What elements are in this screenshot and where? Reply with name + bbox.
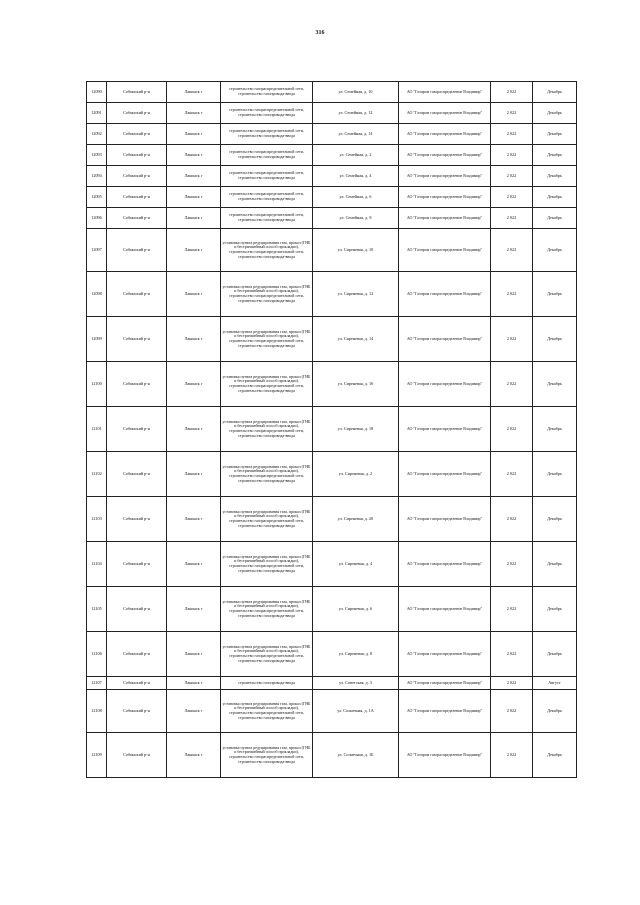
work-type-cell: установка пункта редуцирования газа, прокол (ГНБ и бестраншейный способ прокладки), строительство газораспределительной сети, строительство газопровода-ввода (221, 733, 313, 778)
settlement-cell: Лакинск г (167, 690, 221, 733)
address-cell: ул. Семейная, д. 4 (313, 166, 399, 187)
row-number: 12094 (87, 166, 107, 187)
table-row (87, 208, 577, 229)
table-row (87, 272, 577, 317)
table-row (87, 187, 577, 208)
organization-cell: АО "Газпром газораспределение Владимир" (399, 362, 491, 407)
year-cell: 2 022 (491, 587, 533, 632)
organization-cell: АО "Газпром газораспределение Владимир" (399, 145, 491, 166)
district-cell: Собинский р-н (107, 362, 167, 407)
month-cell: Декабрь (533, 362, 577, 407)
table-row (87, 229, 577, 272)
work-type-cell: установка пункта редуцирования газа, прокол (ГНБ и бестраншейный способ прокладки), строительство газораспределительной сети, строительство газопровода-ввода (221, 317, 313, 362)
month-cell: Декабрь (533, 124, 577, 145)
settlement-cell: Лакинск г (167, 145, 221, 166)
table-row (87, 362, 577, 407)
table-row (87, 407, 577, 452)
month-cell: Декабрь (533, 229, 577, 272)
settlement-cell: Лакинск г (167, 542, 221, 587)
district-cell: Собинский р-н (107, 187, 167, 208)
district-cell: Собинский р-н (107, 690, 167, 733)
settlement-cell: Лакинск г (167, 103, 221, 124)
month-cell: Декабрь (533, 733, 577, 778)
table-row (87, 587, 577, 632)
address-cell: ул. Солнечная, д. 1А (313, 690, 399, 733)
settlement-cell: Лакинск г (167, 229, 221, 272)
year-cell: 2 022 (491, 82, 533, 103)
year-cell: 2 022 (491, 452, 533, 497)
address-cell: ул. Сиреневая, д. 16 (313, 362, 399, 407)
district-cell: Собинский р-н (107, 272, 167, 317)
table-row (87, 145, 577, 166)
table-row (87, 497, 577, 542)
table-row (87, 733, 577, 778)
month-cell: Август (533, 677, 577, 690)
district-cell: Собинский р-н (107, 166, 167, 187)
page-number: 316 (315, 30, 325, 36)
organization-cell: АО "Газпром газораспределение Владимир" (399, 677, 491, 690)
district-cell: Собинский р-н (107, 229, 167, 272)
year-cell: 2 022 (491, 187, 533, 208)
row-number: 12096 (87, 208, 107, 229)
organization-cell: АО "Газпром газораспределение Владимир" (399, 587, 491, 632)
month-cell: Декабрь (533, 166, 577, 187)
district-cell: Собинский р-н (107, 733, 167, 778)
organization-cell: АО "Газпром газораспределение Владимир" (399, 208, 491, 229)
address-cell: ул. Сиреневая, д. 6 (313, 587, 399, 632)
row-number: 12103 (87, 497, 107, 542)
year-cell: 2 022 (491, 103, 533, 124)
table-row (87, 103, 577, 124)
settlement-cell: Лакинск г (167, 317, 221, 362)
table-row (87, 166, 577, 187)
month-cell: Декабрь (533, 587, 577, 632)
row-number: 12100 (87, 362, 107, 407)
year-cell: 2 022 (491, 145, 533, 166)
year-cell: 2 022 (491, 542, 533, 587)
table-row (87, 632, 577, 677)
year-cell: 2 022 (491, 272, 533, 317)
address-cell: ул. Семейная, д. 6 (313, 187, 399, 208)
month-cell: Декабрь (533, 317, 577, 362)
table-row (87, 452, 577, 497)
row-number: 12091 (87, 103, 107, 124)
settlement-cell: Лакинск г (167, 82, 221, 103)
settlement-cell: Лакинск г (167, 208, 221, 229)
month-cell: Декабрь (533, 103, 577, 124)
row-number: 12090 (87, 82, 107, 103)
settlement-cell: Лакинск г (167, 587, 221, 632)
organization-cell: АО "Газпром газораспределение Владимир" (399, 103, 491, 124)
month-cell: Декабрь (533, 690, 577, 733)
settlement-cell: Лакинск г (167, 362, 221, 407)
work-type-cell: установка пункта редуцирования газа, прокол (ГНБ и бестраншейный способ прокладки), строительство газораспределительной сети, строительство газопровода-ввода (221, 632, 313, 677)
address-cell: ул. Сиреневая, д. 18 (313, 407, 399, 452)
address-cell: ул. Семейная, д. 8 (313, 208, 399, 229)
district-cell: Собинский р-н (107, 677, 167, 690)
work-type-cell: установка пункта редуцирования газа, прокол (ГНБ и бестраншейный способ прокладки), строительство газораспределительной сети, строительство газопровода-ввода (221, 497, 313, 542)
address-cell: ул. Семейная, д. 10 (313, 82, 399, 103)
district-cell: Собинский р-н (107, 542, 167, 587)
organization-cell: АО "Газпром газораспределение Владимир" (399, 407, 491, 452)
address-cell: ул. Сиреневая, д. 10 (313, 229, 399, 272)
table-row (87, 542, 577, 587)
row-number: 12092 (87, 124, 107, 145)
month-cell: Декабрь (533, 542, 577, 587)
month-cell: Декабрь (533, 272, 577, 317)
work-type-cell: строительство газораспределительной сети, строительство газопровода-ввода (221, 208, 313, 229)
month-cell: Декабрь (533, 187, 577, 208)
row-number: 12105 (87, 587, 107, 632)
row-number: 12102 (87, 452, 107, 497)
month-cell: Декабрь (533, 407, 577, 452)
row-number: 12097 (87, 229, 107, 272)
year-cell: 2 022 (491, 632, 533, 677)
work-type-cell: строительство газопровода-ввода (221, 677, 313, 690)
work-type-cell: установка пункта редуцирования газа, прокол (ГНБ и бестраншейный способ прокладки), строительство газораспределительной сети, строительство газопровода-ввода (221, 229, 313, 272)
year-cell: 2 022 (491, 733, 533, 778)
year-cell: 2 022 (491, 166, 533, 187)
work-type-cell: установка пункта редуцирования газа, прокол (ГНБ и бестраншейный способ прокладки), строительство газораспределительной сети, строительство газопровода-ввода (221, 362, 313, 407)
work-type-cell: установка пункта редуцирования газа, прокол (ГНБ и бестраншейный способ прокладки), строительство газораспределительной сети, строительство газопровода-ввода (221, 690, 313, 733)
row-number: 12107 (87, 677, 107, 690)
row-number: 12101 (87, 407, 107, 452)
district-cell: Собинский р-н (107, 587, 167, 632)
organization-cell: АО "Газпром газораспределение Владимир" (399, 187, 491, 208)
address-cell: ул. Сиреневая, д. 4 (313, 542, 399, 587)
work-type-cell: установка пункта редуцирования газа, прокол (ГНБ и бестраншейный способ прокладки), строительство газораспределительной сети, строительство газопровода-ввода (221, 542, 313, 587)
work-type-cell: установка пункта редуцирования газа, прокол (ГНБ и бестраншейный способ прокладки), строительство газораспределительной сети, строительство газопровода-ввода (221, 407, 313, 452)
organization-cell: АО "Газпром газораспределение Владимир" (399, 452, 491, 497)
address-cell: ул. Сиреневая, д. 12 (313, 272, 399, 317)
settlement-cell: Лакинск г (167, 166, 221, 187)
table-body (87, 82, 577, 778)
organization-cell: АО "Газпром газораспределение Владимир" (399, 229, 491, 272)
settlement-cell: Лакинск г (167, 272, 221, 317)
organization-cell: АО "Газпром газораспределение Владимир" (399, 82, 491, 103)
table-row (87, 677, 577, 690)
organization-cell: АО "Газпром газораспределение Владимир" (399, 690, 491, 733)
address-cell: ул. Сиреневая, д. 14 (313, 317, 399, 362)
year-cell: 2 022 (491, 497, 533, 542)
year-cell: 2 022 (491, 677, 533, 690)
row-number: 12106 (87, 632, 107, 677)
table-row (87, 82, 577, 103)
settlement-cell: Лакинск г (167, 124, 221, 145)
district-cell: Собинский р-н (107, 208, 167, 229)
year-cell: 2 022 (491, 362, 533, 407)
organization-cell: АО "Газпром газораспределение Владимир" (399, 124, 491, 145)
district-cell: Собинский р-н (107, 632, 167, 677)
district-cell: Собинский р-н (107, 103, 167, 124)
organization-cell: АО "Газпром газораспределение Владимир" (399, 317, 491, 362)
work-type-cell: установка пункта редуцирования газа, прокол (ГНБ и бестраншейный способ прокладки), строительство газораспределительной сети, строительство газопровода-ввода (221, 452, 313, 497)
district-cell: Собинский р-н (107, 145, 167, 166)
address-cell: ул. Сиреневая, д. 20 (313, 497, 399, 542)
address-cell: ул. Солнечная, д. 1Б (313, 733, 399, 778)
row-number: 12099 (87, 317, 107, 362)
month-cell: Декабрь (533, 497, 577, 542)
table-row (87, 690, 577, 733)
district-cell: Собинский р-н (107, 407, 167, 452)
month-cell: Декабрь (533, 145, 577, 166)
organization-cell: АО "Газпром газораспределение Владимир" (399, 497, 491, 542)
work-type-cell: строительство газораспределительной сети, строительство газопровода-ввода (221, 124, 313, 145)
address-cell: ул. Семейная, д. 14 (313, 124, 399, 145)
row-number: 12095 (87, 187, 107, 208)
settlement-cell: Лакинск г (167, 407, 221, 452)
year-cell: 2 022 (491, 317, 533, 362)
district-cell: Собинский р-н (107, 452, 167, 497)
address-cell: ул. Советская, д. 3 (313, 677, 399, 690)
month-cell: Декабрь (533, 208, 577, 229)
table-row (87, 317, 577, 362)
organization-cell: АО "Газпром газораспределение Владимир" (399, 166, 491, 187)
gasification-registry-table (86, 81, 577, 778)
organization-cell: АО "Газпром газораспределение Владимир" (399, 632, 491, 677)
row-number: 12109 (87, 733, 107, 778)
row-number: 12093 (87, 145, 107, 166)
address-cell: ул. Сиреневая, д. 2 (313, 452, 399, 497)
settlement-cell: Лакинск г (167, 452, 221, 497)
month-cell: Декабрь (533, 632, 577, 677)
row-number: 12098 (87, 272, 107, 317)
year-cell: 2 022 (491, 690, 533, 733)
month-cell: Декабрь (533, 82, 577, 103)
organization-cell: АО "Газпром газораспределение Владимир" (399, 733, 491, 778)
district-cell: Собинский р-н (107, 124, 167, 145)
organization-cell: АО "Газпром газораспределение Владимир" (399, 272, 491, 317)
month-cell: Декабрь (533, 452, 577, 497)
address-cell: ул. Семейная, д. 2 (313, 145, 399, 166)
settlement-cell: Лакинск г (167, 632, 221, 677)
row-number: 12104 (87, 542, 107, 587)
table-row (87, 124, 577, 145)
work-type-cell: строительство газораспределительной сети, строительство газопровода-ввода (221, 187, 313, 208)
row-number: 12108 (87, 690, 107, 733)
work-type-cell: установка пункта редуцирования газа, прокол (ГНБ и бестраншейный способ прокладки), строительство газораспределительной сети, строительство газопровода-ввода (221, 587, 313, 632)
settlement-cell: Лакинск г (167, 497, 221, 542)
organization-cell: АО "Газпром газораспределение Владимир" (399, 542, 491, 587)
year-cell: 2 022 (491, 208, 533, 229)
address-cell: ул. Сиреневая, д. 8 (313, 632, 399, 677)
year-cell: 2 022 (491, 407, 533, 452)
settlement-cell: Лакинск г (167, 733, 221, 778)
district-cell: Собинский р-н (107, 497, 167, 542)
year-cell: 2 022 (491, 229, 533, 272)
work-type-cell: строительство газораспределительной сети, строительство газопровода-ввода (221, 166, 313, 187)
district-cell: Собинский р-н (107, 317, 167, 362)
address-cell: ул. Семейная, д. 12 (313, 103, 399, 124)
district-cell: Собинский р-н (107, 82, 167, 103)
settlement-cell: Лакинск г (167, 677, 221, 690)
year-cell: 2 022 (491, 124, 533, 145)
work-type-cell: строительство газораспределительной сети, строительство газопровода-ввода (221, 145, 313, 166)
work-type-cell: строительство газораспределительной сети, строительство газопровода-ввода (221, 103, 313, 124)
work-type-cell: установка пункта редуцирования газа, прокол (ГНБ и бестраншейный способ прокладки), строительство газораспределительной сети, строительство газопровода-ввода (221, 272, 313, 317)
settlement-cell: Лакинск г (167, 187, 221, 208)
work-type-cell: строительство газораспределительной сети, строительство газопровода-ввода (221, 82, 313, 103)
